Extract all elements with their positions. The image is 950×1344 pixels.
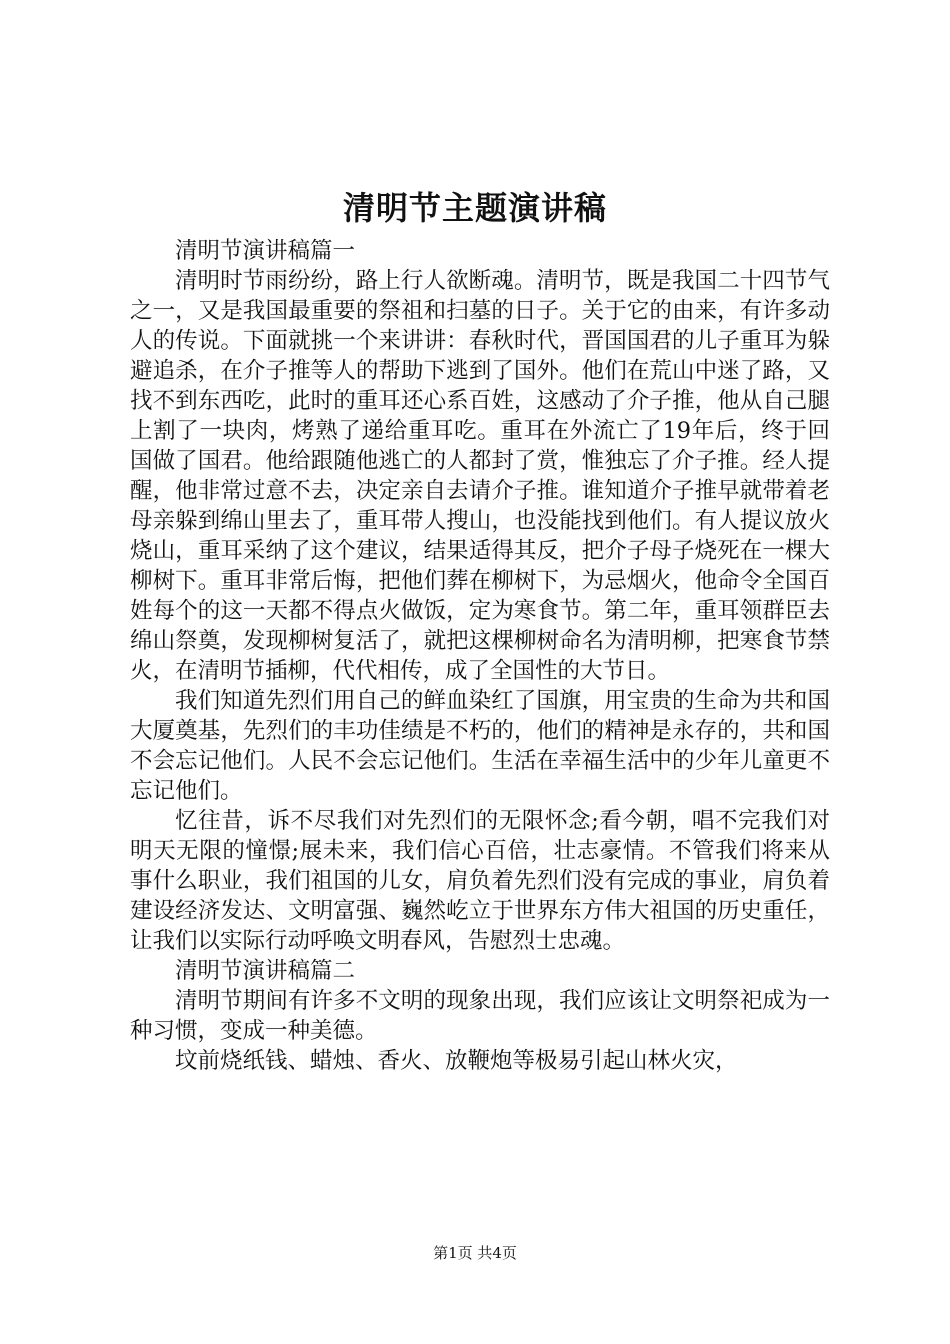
section-heading-1: 清明节演讲稿篇一	[175, 238, 356, 264]
paragraph: 清明节期间有许多不文明的现象出现，我们应该让文明祭祀成为一种习惯，变成一种美德。	[130, 988, 830, 1044]
section-heading-2: 清明节演讲稿篇二	[175, 958, 356, 984]
page-footer: 第1页 共4页	[433, 1244, 517, 1262]
paragraph: 坟前烧纸钱、蜡烛、香火、放鞭炮等极易引起山林火灾，	[175, 1048, 738, 1074]
paragraph: 我们知道先烈们用自己的鲜血染红了国旗，用宝贵的生命为共和国大厦奠基，先烈们的丰功佳绩是不朽的，他们的精神是永存的，共和国不会忘记他们。人民不会忘记他们。生活在幸福生活中的少年儿童更不忘记他们。	[130, 688, 830, 804]
document-title: 清明节主题演讲稿	[342, 189, 607, 227]
paragraph: 清明时节雨纷纷，路上行人欲断魂。清明节，既是我国二十四节气之一，又是我国最重要的祭祖和扫墓的日子。关于它的由来，有许多动人的传说。下面就挑一个来讲讲：春秋时代，晋国国君的儿子重耳为躲避追杀，在介子推等人的帮助下逃到了国外。他们在荒山中迷了路，又找不到东西吃，此时的重耳还心系百姓，这感动了介子推，他从自己腿上割了一块肉，烤熟了递给重耳吃。重耳在外流亡了19年后，终于回国做了国君。他给跟随他逃亡的人都封了赏，惟独忘了介子推。经人提醒，他非常过意不去，决定亲自去请介子推。谁知道介子推早就带着老母亲躲到绵山里去了，重耳带人搜山，也没能找到他们。有人提议放火烧山，重耳采纳了这个建议，结果适得其反，把介子母子烧死在一棵大柳树下。重耳非常后悔，把他们葬在柳树下，为忌烟火，他命令全国百姓每个的这一天都不得点火做饭，定为寒食节。第二年，重耳领群臣去绵山祭奠，发现柳树复活了，就把这棵柳树命名为清明柳，把寒食节禁火，在清明节插柳，代代相传，成了全国性的大节日。	[130, 268, 830, 684]
paragraph: 忆往昔，诉不尽我们对先烈们的无限怀念;看今朝，唱不完我们对明天无限的憧憬;展未来，我们信心百倍，壮志豪情。不管我们将来从事什么职业，我们祖国的儿女，肩负着先烈们没有完成的事业，肩负着建设经济发达、文明富强、巍然屹立于世界东方伟大祖国的历史重任，让我们以实际行动呼唤文明春风，告慰烈士忠魂。	[130, 808, 830, 954]
document-body	[130, 236, 830, 1076]
